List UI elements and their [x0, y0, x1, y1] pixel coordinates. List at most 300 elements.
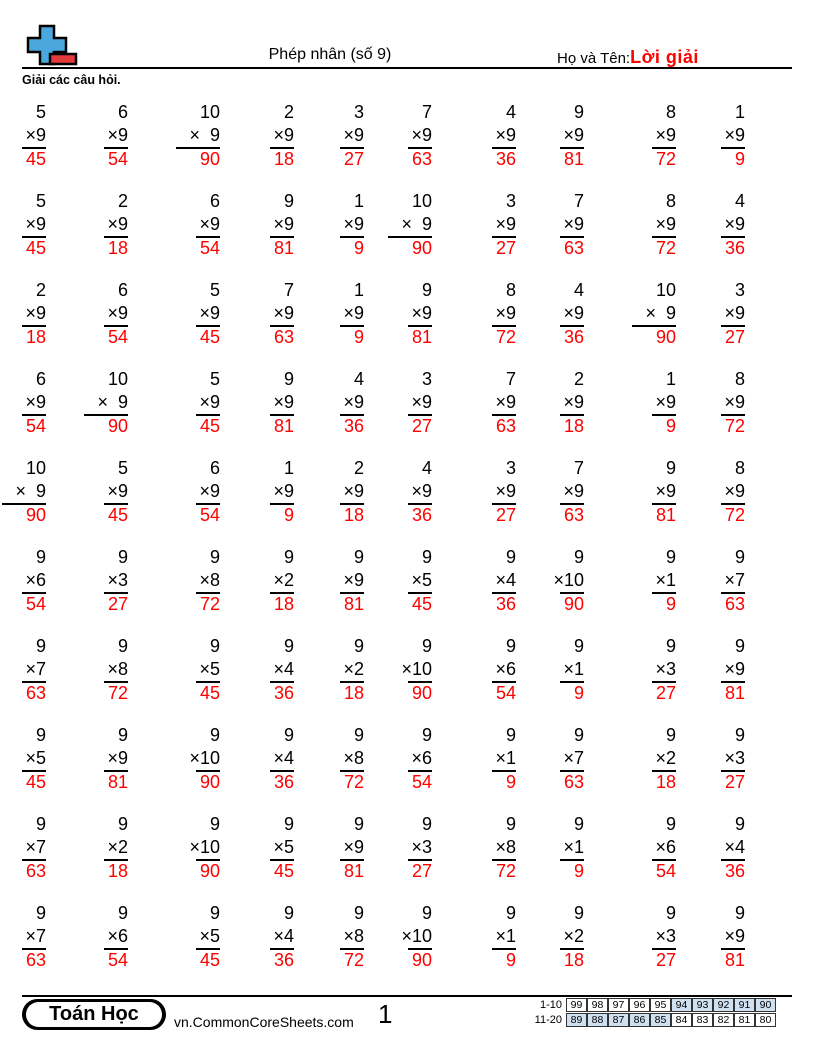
problem-multiplier: ×9: [411, 392, 432, 412]
brand-label: Toán Học: [26, 1002, 162, 1027]
problem-81: [22, 813, 46, 891]
problem-14: [270, 190, 294, 268]
problem-answer: 18: [343, 505, 364, 525]
problem-multiplier: ×9: [655, 125, 676, 145]
problem-answer: 72: [724, 416, 745, 436]
problem-12: [104, 190, 128, 268]
problem-line: [721, 681, 745, 683]
problem-line: [196, 503, 220, 505]
problem-answer: 63: [495, 416, 516, 436]
problem-92: [104, 902, 128, 980]
problem-multiplier: ×10: [401, 659, 432, 679]
problem-multiplicand: 9: [353, 903, 364, 923]
problem-multiplicand: 2: [35, 280, 46, 300]
problem-answer: 81: [655, 505, 676, 525]
problem-line: [652, 948, 676, 950]
problem-line: [721, 770, 745, 772]
problem-68: [560, 635, 584, 713]
problem-line: [721, 592, 745, 594]
problem-multiplier: ×9: [411, 303, 432, 323]
problem-86: [408, 813, 432, 891]
problem-answer: 81: [724, 683, 745, 703]
problem-line: [22, 859, 46, 861]
score-cell: 92: [713, 998, 734, 1012]
problem-multiplicand: 8: [665, 102, 676, 122]
problem-multiplicand: 7: [283, 280, 294, 300]
problem-answer: 54: [107, 950, 128, 970]
problem-answer: 18: [273, 594, 294, 614]
problem-answer: 45: [199, 327, 220, 347]
problem-answer: 45: [199, 950, 220, 970]
problem-multiplicand: 4: [353, 369, 364, 389]
problem-multiplicand: 6: [35, 369, 46, 389]
problem-multiplier: ×9: [199, 392, 220, 412]
problem-45: [340, 457, 364, 535]
problem-multiplier: ×5: [199, 659, 220, 679]
problem-multiplicand: 3: [505, 191, 516, 211]
problem-75: [340, 724, 364, 802]
problem-27: [492, 279, 516, 357]
problem-63: [196, 635, 220, 713]
problem-multiplier: ×10: [189, 748, 220, 768]
problem-line: [408, 859, 432, 861]
problem-multiplier: × 9: [97, 392, 128, 412]
problem-76: [408, 724, 432, 802]
problem-answer: 27: [343, 149, 364, 169]
problem-line: [560, 859, 584, 861]
problem-answer: 18: [107, 238, 128, 258]
problem-answer: 72: [199, 594, 220, 614]
problem-multiplier: ×9: [724, 926, 745, 946]
problem-line: [340, 236, 364, 238]
problem-answer: 36: [724, 238, 745, 258]
problem-multiplicand: 9: [283, 725, 294, 745]
problem-line: [270, 236, 294, 238]
problem-multiplier: ×9: [724, 214, 745, 234]
problem-33: [196, 368, 220, 446]
problem-multiplier: ×9: [563, 214, 584, 234]
problem-answer: 27: [411, 416, 432, 436]
problem-72: [104, 724, 128, 802]
problem-24: [270, 279, 294, 357]
problem-answer: 36: [724, 861, 745, 881]
problem-multiplier: ×9: [495, 392, 516, 412]
problem-line: [2, 503, 46, 505]
problem-answer: 81: [107, 772, 128, 792]
problem-answer: 54: [107, 327, 128, 347]
problem-multiplier: ×5: [199, 926, 220, 946]
problem-multiplicand: 1: [283, 458, 294, 478]
problem-94: [270, 902, 294, 980]
problem-multiplier: ×2: [343, 659, 364, 679]
problem-line: [340, 592, 364, 594]
problem-multiplier: ×9: [655, 481, 676, 501]
score-cell: 95: [650, 998, 671, 1012]
problem-66: [401, 635, 432, 713]
problem-multiplicand: 9: [665, 725, 676, 745]
problem-answer: 36: [411, 505, 432, 525]
problem-answer: 9: [573, 683, 584, 703]
problem-multiplier: ×9: [343, 214, 364, 234]
problem-67: [492, 635, 516, 713]
problem-multiplicand: 9: [209, 636, 220, 656]
problem-multiplicand: 9: [283, 636, 294, 656]
problem-line: [388, 236, 432, 238]
problem-multiplicand: 9: [35, 903, 46, 923]
problem-88: [560, 813, 584, 891]
problem-answer: 63: [411, 149, 432, 169]
problem-line: [560, 236, 584, 238]
problem-multiplier: × 9: [15, 481, 46, 501]
problem-73: [189, 724, 220, 802]
problem-47: [492, 457, 516, 535]
problem-answer: 45: [25, 238, 46, 258]
problem-line: [104, 325, 128, 327]
problem-line: [652, 236, 676, 238]
problem-line: [22, 414, 46, 416]
problem-answer: 18: [107, 861, 128, 881]
problem-answer: 27: [495, 505, 516, 525]
problem-line: [104, 770, 128, 772]
problem-multiplicand: 9: [573, 547, 584, 567]
problem-answer: 18: [343, 683, 364, 703]
problem-multiplier: × 9: [189, 125, 220, 145]
problem-multiplicand: 2: [573, 369, 584, 389]
problem-line: [270, 859, 294, 861]
problem-98: [560, 902, 584, 980]
problem-multiplier: ×9: [563, 481, 584, 501]
problem-line: [560, 147, 584, 149]
problem-multiplier: ×3: [107, 570, 128, 590]
problem-multiplier: ×10: [401, 926, 432, 946]
problem-answer: 9: [283, 505, 294, 525]
problem-multiplicand: 9: [353, 636, 364, 656]
problem-multiplier: ×9: [343, 392, 364, 412]
problem-multiplicand: 9: [353, 725, 364, 745]
problem-multiplicand: 9: [283, 369, 294, 389]
problem-answer: 18: [25, 327, 46, 347]
problem-multiplicand: 5: [209, 369, 220, 389]
problem-line: [196, 325, 220, 327]
problem-multiplicand: 9: [421, 280, 432, 300]
problem-multiplier: ×4: [273, 748, 294, 768]
problem-line: [492, 236, 516, 238]
problem-answer: 18: [273, 149, 294, 169]
problem-answer: 90: [411, 950, 432, 970]
problem-91: [22, 902, 46, 980]
problem-multiplier: × 9: [645, 303, 676, 323]
problem-37: [492, 368, 516, 446]
problem-line: [104, 948, 128, 950]
problem-line: [196, 592, 220, 594]
problem-62: [104, 635, 128, 713]
problem-answer: 90: [199, 149, 220, 169]
problem-multiplier: ×1: [563, 837, 584, 857]
problem-multiplier: ×9: [724, 481, 745, 501]
problem-line: [492, 147, 516, 149]
problem-90: [721, 813, 745, 891]
problem-line: [340, 681, 364, 683]
problem-4: [270, 101, 294, 179]
problem-multiplicand: 8: [505, 280, 516, 300]
problem-multiplicand: 9: [505, 903, 516, 923]
problem-multiplicand: 9: [421, 636, 432, 656]
problem-multiplicand: 8: [665, 191, 676, 211]
problem-multiplicand: 9: [283, 814, 294, 834]
problem-48: [560, 457, 584, 535]
problem-80: [721, 724, 745, 802]
problem-31: [22, 368, 46, 446]
problem-line: [104, 147, 128, 149]
problem-line: [408, 503, 432, 505]
problem-multiplicand: 9: [505, 547, 516, 567]
problem-answer: 72: [343, 772, 364, 792]
problem-answer: 9: [734, 149, 745, 169]
score-cell: 86: [629, 1013, 650, 1027]
problem-multiplicand: 1: [734, 102, 745, 122]
problem-multiplier: ×9: [273, 303, 294, 323]
problem-60: [721, 546, 745, 624]
problem-line: [408, 681, 432, 683]
problem-answer: 90: [411, 683, 432, 703]
problem-multiplicand: 9: [734, 725, 745, 745]
problem-64: [270, 635, 294, 713]
problem-17: [492, 190, 516, 268]
problem-multiplicand: 1: [665, 369, 676, 389]
problem-answer: 54: [495, 683, 516, 703]
problem-multiplier: ×9: [273, 214, 294, 234]
problem-49: [652, 457, 676, 535]
problem-multiplicand: 4: [505, 102, 516, 122]
problem-multiplicand: 9: [35, 636, 46, 656]
problem-multiplier: ×9: [724, 303, 745, 323]
problem-multiplier: ×3: [655, 659, 676, 679]
problem-multiplier: ×9: [107, 748, 128, 768]
problem-line: [270, 681, 294, 683]
problem-multiplier: ×4: [495, 570, 516, 590]
problem-answer: 9: [353, 238, 364, 258]
problem-multiplicand: 9: [35, 547, 46, 567]
problem-multiplicand: 10: [107, 369, 128, 389]
problem-multiplicand: 10: [655, 280, 676, 300]
problem-3: [176, 101, 220, 179]
problem-line: [492, 325, 516, 327]
problem-93: [196, 902, 220, 980]
problem-multiplicand: 10: [199, 102, 220, 122]
problem-answer: 54: [411, 772, 432, 792]
problem-answer: 63: [724, 594, 745, 614]
problem-multiplicand: 10: [25, 458, 46, 478]
problem-46: [408, 457, 432, 535]
problem-multiplier: ×9: [724, 659, 745, 679]
problem-71: [22, 724, 46, 802]
problem-multiplicand: 9: [734, 903, 745, 923]
problem-multiplicand: 9: [421, 547, 432, 567]
problem-line: [408, 414, 432, 416]
problem-multiplicand: 9: [117, 814, 128, 834]
problem-multiplier: ×1: [495, 748, 516, 768]
problem-line: [22, 948, 46, 950]
problem-multiplier: ×2: [107, 837, 128, 857]
problem-multiplier: ×8: [199, 570, 220, 590]
problem-answer: 54: [25, 594, 46, 614]
problem-line: [340, 147, 364, 149]
problem-multiplier: ×9: [273, 125, 294, 145]
problem-35: [340, 368, 364, 446]
problem-line: [22, 147, 46, 149]
problem-answer: 63: [273, 327, 294, 347]
problem-line: [408, 770, 432, 772]
problem-line: [721, 147, 745, 149]
problem-multiplier: ×9: [199, 481, 220, 501]
problem-65: [340, 635, 364, 713]
problem-89: [652, 813, 676, 891]
problem-multiplier: ×9: [343, 125, 364, 145]
problem-multiplicand: 2: [117, 191, 128, 211]
problem-line: [652, 770, 676, 772]
problem-multiplier: ×9: [724, 125, 745, 145]
problem-54: [270, 546, 294, 624]
problem-87: [492, 813, 516, 891]
problem-answer: 27: [411, 861, 432, 881]
problem-multiplier: ×2: [273, 570, 294, 590]
problem-answer: 54: [199, 238, 220, 258]
problem-answer: 9: [665, 416, 676, 436]
problem-57: [492, 546, 516, 624]
problem-multiplicand: 8: [734, 369, 745, 389]
problem-line: [340, 948, 364, 950]
score-cell: 97: [608, 998, 629, 1012]
problem-answer: 54: [107, 149, 128, 169]
name-label: Họ và Tên:: [557, 50, 631, 67]
problem-multiplier: ×7: [25, 659, 46, 679]
problem-answer: 90: [199, 861, 220, 881]
problem-multiplier: ×6: [107, 926, 128, 946]
problem-multiplicand: 9: [573, 725, 584, 745]
problem-51: [22, 546, 46, 624]
problem-line: [84, 414, 128, 416]
problem-line: [492, 770, 516, 772]
problem-multiplier: ×9: [563, 392, 584, 412]
score-row-label: 11-20: [534, 1014, 562, 1026]
problem-83: [189, 813, 220, 891]
problem-34: [270, 368, 294, 446]
problem-multiplicand: 5: [35, 102, 46, 122]
problem-29: [632, 279, 676, 357]
instructions: Giải các câu hỏi.: [22, 73, 121, 87]
problem-79: [652, 724, 676, 802]
problem-multiplier: ×9: [563, 125, 584, 145]
problem-answer: 27: [107, 594, 128, 614]
problem-multiplicand: 9: [734, 547, 745, 567]
problem-answer: 90: [563, 594, 584, 614]
problem-multiplier: ×10: [189, 837, 220, 857]
problem-answer: 54: [25, 416, 46, 436]
problem-answer: 81: [343, 861, 364, 881]
problem-answer: 81: [273, 238, 294, 258]
problem-multiplier: ×7: [25, 926, 46, 946]
score-cell: 87: [608, 1013, 629, 1027]
score-cell: 99: [566, 998, 587, 1012]
problem-line: [270, 414, 294, 416]
problem-multiplicand: 10: [411, 191, 432, 211]
problem-multiplier: ×9: [724, 392, 745, 412]
problem-multiplicand: 2: [353, 458, 364, 478]
problem-multiplier: ×10: [553, 570, 584, 590]
problem-answer: 45: [199, 416, 220, 436]
problem-answer: 90: [655, 327, 676, 347]
brand-badge: [22, 999, 166, 1030]
answer-key-label: Lời giải: [630, 47, 699, 67]
problem-line: [721, 503, 745, 505]
problem-multiplicand: 9: [283, 903, 294, 923]
problem-9: [652, 101, 676, 179]
problem-multiplier: ×9: [343, 481, 364, 501]
score-cell: 81: [734, 1013, 755, 1027]
page-number: 1: [378, 999, 393, 1029]
problem-100: [721, 902, 745, 980]
problem-59: [652, 546, 676, 624]
score-cell: 98: [587, 998, 608, 1012]
problem-multiplicand: 9: [117, 636, 128, 656]
problem-10: [721, 101, 745, 179]
problem-20: [721, 190, 745, 268]
problem-multiplicand: 5: [35, 191, 46, 211]
problem-answer: 45: [25, 772, 46, 792]
problem-18: [560, 190, 584, 268]
problem-multiplier: ×7: [25, 837, 46, 857]
problem-line: [270, 147, 294, 149]
problem-line: [721, 236, 745, 238]
score-cell: 84: [671, 1013, 692, 1027]
problem-multiplier: ×9: [199, 214, 220, 234]
problem-multiplicand: 9: [117, 547, 128, 567]
problem-answer: 45: [411, 594, 432, 614]
problem-78: [560, 724, 584, 802]
problem-multiplicand: 3: [505, 458, 516, 478]
problem-multiplicand: 3: [421, 369, 432, 389]
problem-line: [408, 592, 432, 594]
problem-line: [721, 859, 745, 861]
problem-99: [652, 902, 676, 980]
problem-answer: 81: [724, 950, 745, 970]
score-cell: 89: [566, 1013, 587, 1027]
problem-answer: 9: [505, 772, 516, 792]
problem-line: [560, 503, 584, 505]
problem-multiplier: ×9: [107, 303, 128, 323]
problem-61: [22, 635, 46, 713]
problem-multiplicand: 9: [209, 547, 220, 567]
problem-multiplicand: 9: [421, 903, 432, 923]
problem-answer: 63: [25, 683, 46, 703]
problem-23: [196, 279, 220, 357]
problem-55: [340, 546, 364, 624]
problem-multiplier: ×9: [107, 125, 128, 145]
problem-answer: 45: [199, 683, 220, 703]
problem-answer: 63: [25, 950, 46, 970]
problem-36: [408, 368, 432, 446]
problem-multiplier: ×9: [655, 214, 676, 234]
site-url: vn.CommonCoreSheets.com: [174, 1014, 354, 1030]
problem-answer: 72: [343, 950, 364, 970]
problem-line: [22, 236, 46, 238]
problem-43: [196, 457, 220, 535]
problem-multiplicand: 2: [283, 102, 294, 122]
problem-multiplier: ×1: [495, 926, 516, 946]
problem-line: [196, 236, 220, 238]
problem-38: [560, 368, 584, 446]
problem-42: [104, 457, 128, 535]
